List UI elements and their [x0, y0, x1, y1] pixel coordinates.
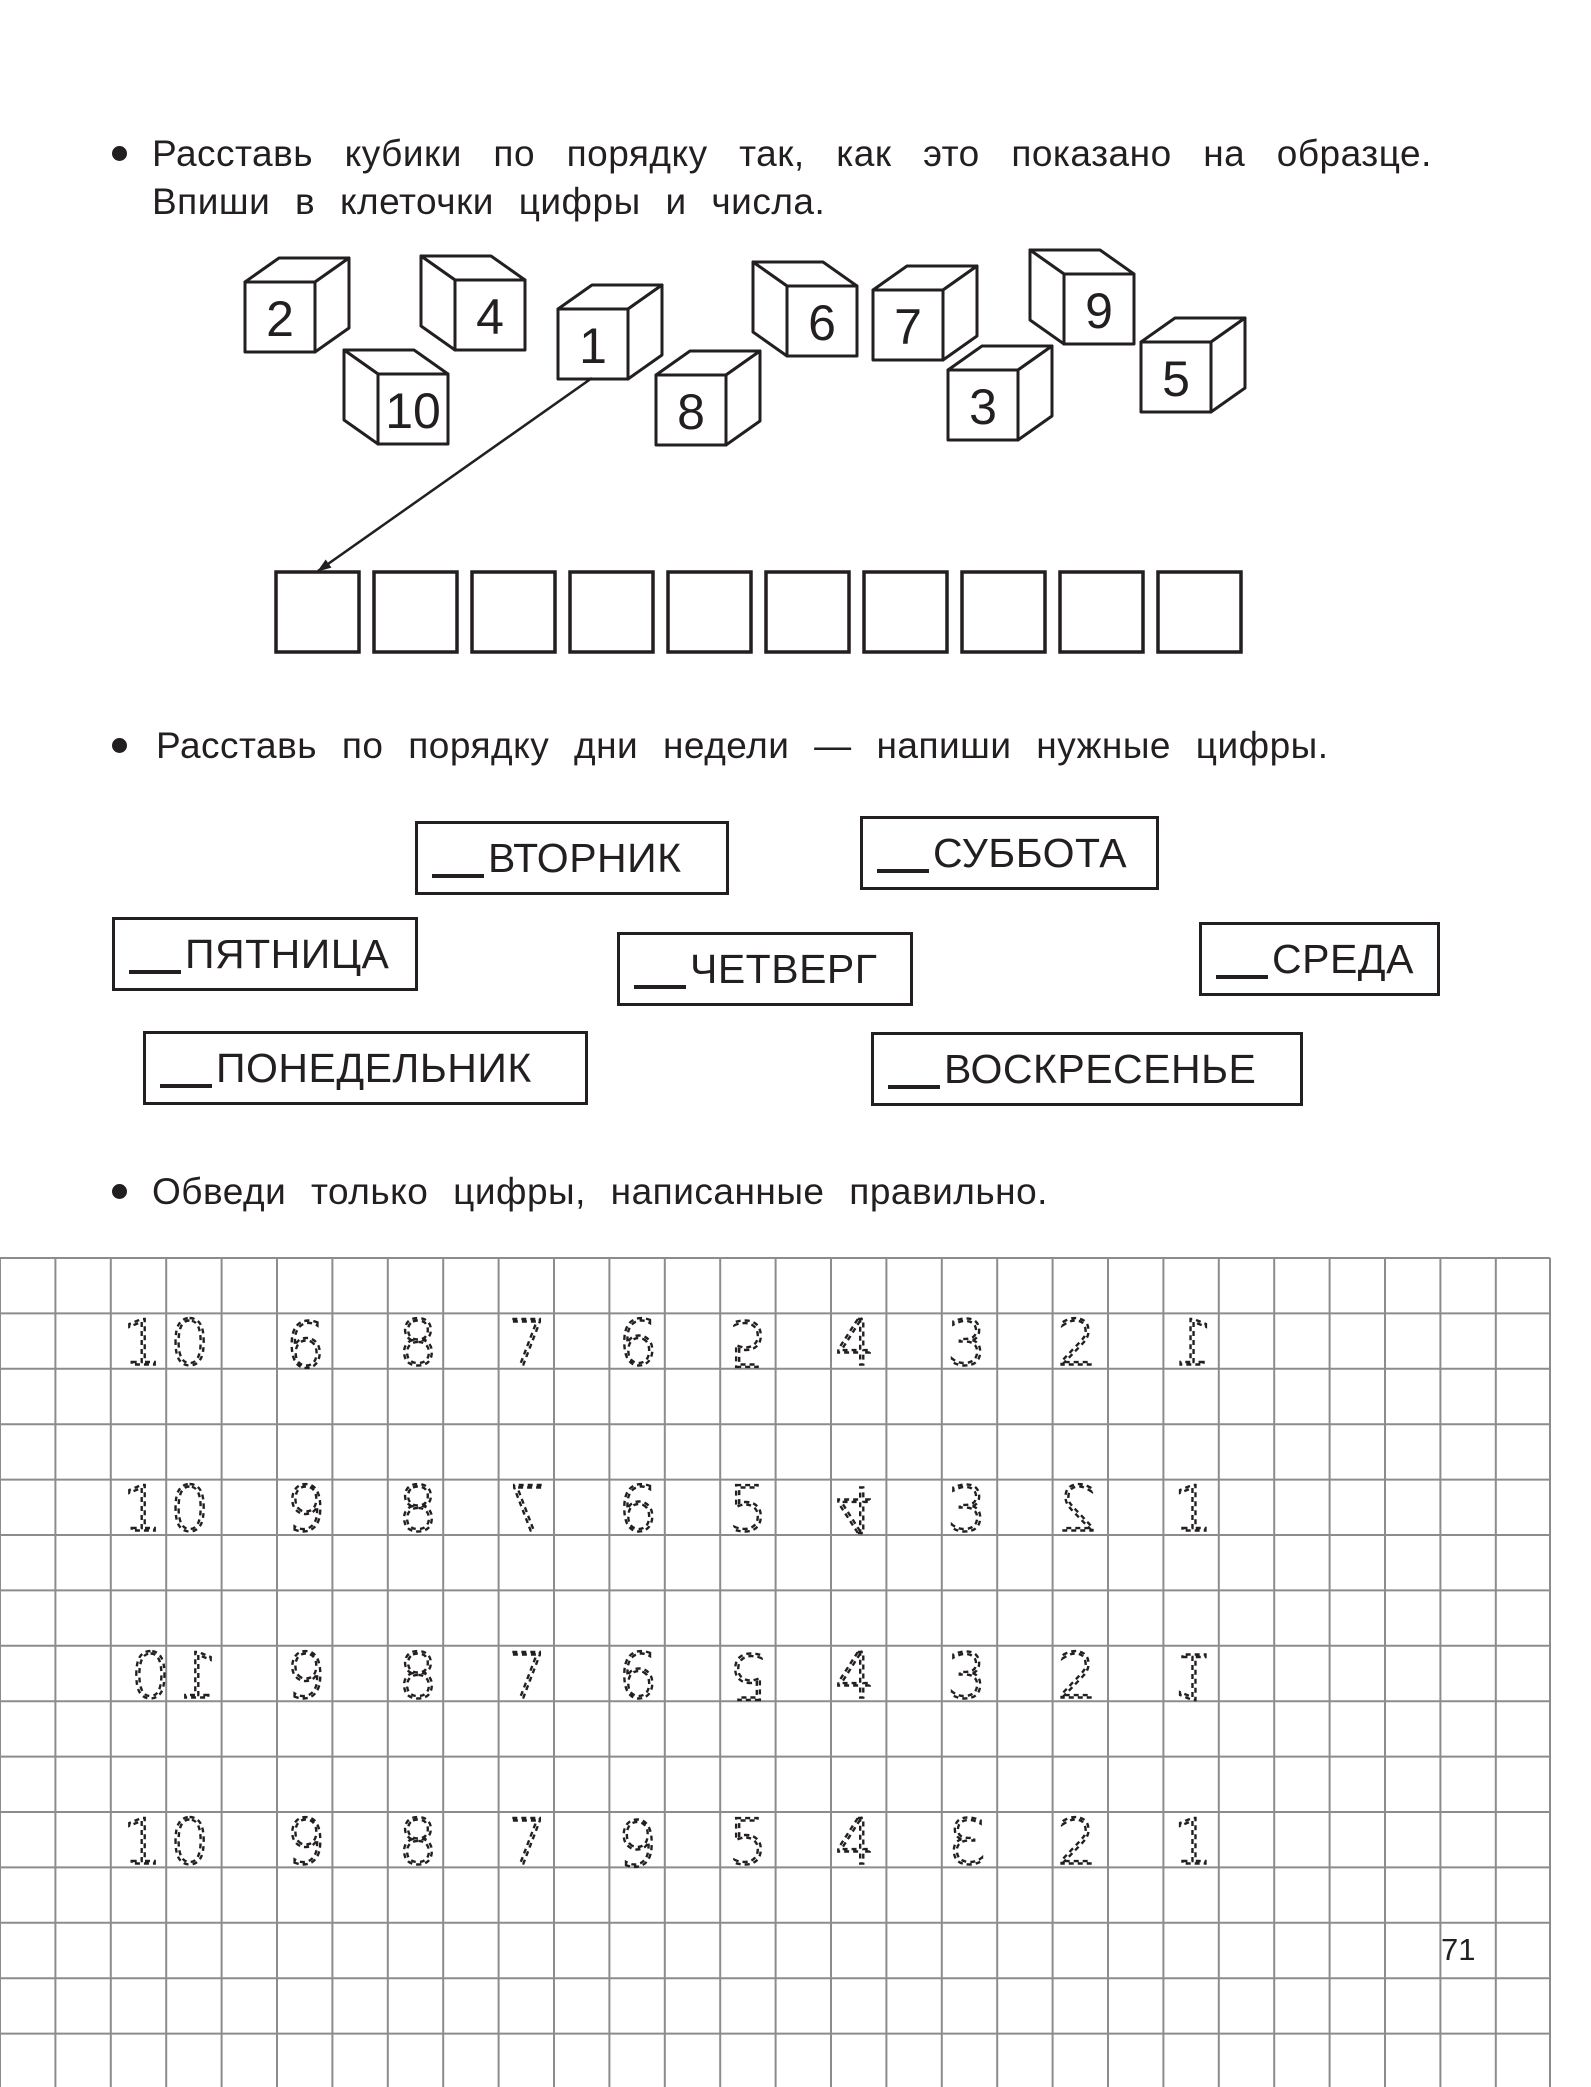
- day-saturday[interactable]: [860, 816, 1159, 890]
- trace-digit-text: 1: [1173, 1306, 1213, 1380]
- cubes-illustration: [0, 0, 1591, 700]
- trace-digit-text: 7: [507, 1306, 547, 1380]
- trace-digit[interactable]: [1173, 1307, 1212, 1380]
- cube-number: 9: [1085, 283, 1113, 339]
- trace-digit-text: 2: [1057, 1639, 1097, 1713]
- word: по: [493, 133, 536, 174]
- trace-digit-text: 10: [122, 1306, 218, 1380]
- day-tuesday-label: ВТОРНИК: [488, 834, 682, 881]
- trace-digit[interactable]: [123, 1307, 218, 1380]
- trace-digit[interactable]: [947, 1473, 986, 1546]
- trace-digit-text: 1: [1173, 1639, 1213, 1713]
- answer-cell[interactable]: [374, 572, 457, 652]
- trace-digit-text: 4: [835, 1472, 875, 1546]
- trace-digit-text: 8: [398, 1805, 438, 1879]
- cube-number: 3: [969, 379, 997, 435]
- trace-digit[interactable]: [1173, 1806, 1212, 1879]
- answer-cell[interactable]: [766, 572, 849, 652]
- trace-digit[interactable]: [618, 1473, 657, 1546]
- trace-digit[interactable]: [398, 1473, 437, 1546]
- trace-digit[interactable]: [618, 1806, 657, 1879]
- word: кубики: [344, 133, 462, 174]
- trace-digit[interactable]: [1057, 1806, 1096, 1879]
- cube-10: [344, 350, 448, 444]
- trace-digit[interactable]: [286, 1806, 325, 1879]
- trace-digit-text: 9: [286, 1639, 326, 1713]
- trace-digit[interactable]: [286, 1473, 325, 1546]
- task-2-instruction: Расставь по порядку дни недели — напиши нужные цифры.: [156, 725, 1329, 766]
- bullet-task-2: [112, 738, 127, 753]
- trace-digit-text: 2: [1057, 1306, 1097, 1380]
- trace-digit[interactable]: [618, 1307, 657, 1380]
- trace-digit[interactable]: [286, 1307, 325, 1380]
- trace-digit-text: 7: [507, 1472, 547, 1546]
- trace-digit-text: 10: [122, 1472, 218, 1546]
- trace-digit[interactable]: [728, 1473, 767, 1546]
- trace-digit-text: 5: [728, 1306, 768, 1380]
- answer-cell[interactable]: [1158, 572, 1241, 652]
- day-sunday-label: ВОСКРЕСЕНЬЕ: [944, 1045, 1257, 1092]
- word: Расставь: [152, 133, 314, 174]
- word: как: [836, 133, 892, 174]
- trace-digit[interactable]: [835, 1473, 874, 1546]
- day-number-blank[interactable]: [888, 1085, 940, 1089]
- trace-digit[interactable]: [618, 1640, 657, 1713]
- cube-number: 5: [1162, 351, 1190, 407]
- trace-digit[interactable]: [835, 1806, 874, 1879]
- task-1-line-2: Впиши в клеточки цифры и числа.: [152, 181, 826, 222]
- answer-cell[interactable]: [472, 572, 555, 652]
- trace-digit-text: 5: [728, 1639, 768, 1713]
- bullet-task-3: [112, 1184, 127, 1199]
- trace-digit-text: 8: [398, 1639, 438, 1713]
- trace-digit-text: 5: [728, 1805, 768, 1879]
- day-wednesday[interactable]: [1199, 922, 1440, 996]
- trace-digit[interactable]: [398, 1640, 437, 1713]
- word: порядку: [566, 133, 708, 174]
- cube-number: 4: [476, 289, 504, 345]
- day-saturday-label: СУББОТА: [933, 829, 1128, 876]
- trace-digit[interactable]: [1057, 1640, 1096, 1713]
- trace-digit-text: 1: [1173, 1805, 1213, 1879]
- trace-digit-text: 10: [122, 1639, 218, 1713]
- trace-digit[interactable]: [1173, 1473, 1212, 1546]
- day-number-blank[interactable]: [129, 970, 181, 974]
- trace-digit-text: 9: [286, 1306, 326, 1380]
- word: на: [1203, 133, 1246, 174]
- trace-digit[interactable]: [507, 1307, 546, 1380]
- trace-digit[interactable]: [123, 1640, 218, 1713]
- trace-digit[interactable]: [728, 1806, 767, 1879]
- cube-3: [948, 346, 1052, 440]
- answer-cell[interactable]: [864, 572, 947, 652]
- trace-digit-text: 3: [947, 1306, 987, 1380]
- day-monday-label: ПОНЕДЕЛЬНИК: [216, 1044, 532, 1091]
- day-number-blank[interactable]: [877, 869, 929, 873]
- trace-digit-text: 6: [618, 1472, 658, 1546]
- word: образце.: [1276, 133, 1432, 174]
- answer-cell[interactable]: [668, 572, 751, 652]
- trace-digit[interactable]: [507, 1473, 546, 1546]
- task-3-instruction: Обведи только цифры, написанные правильно.: [152, 1171, 1048, 1212]
- trace-digit[interactable]: [947, 1806, 986, 1879]
- day-sunday[interactable]: [871, 1032, 1303, 1106]
- cube-7: [873, 266, 977, 360]
- trace-digit[interactable]: [286, 1640, 325, 1713]
- day-number-blank[interactable]: [160, 1084, 212, 1088]
- trace-digit-text: 6: [618, 1639, 658, 1713]
- trace-digit[interactable]: [835, 1640, 874, 1713]
- trace-digit[interactable]: [123, 1473, 218, 1546]
- day-friday[interactable]: [112, 917, 418, 991]
- trace-digit-text: 1: [1173, 1472, 1213, 1546]
- trace-digit[interactable]: [1057, 1473, 1096, 1546]
- cube-number: 6: [808, 295, 836, 351]
- trace-digit-text: 6: [618, 1306, 658, 1380]
- cube-number: 2: [266, 291, 294, 347]
- answer-cell[interactable]: [276, 572, 359, 652]
- trace-digit[interactable]: [728, 1307, 767, 1380]
- cube-5: [1141, 318, 1245, 412]
- cube-number: 10: [385, 383, 441, 439]
- trace-digit-text: 3: [947, 1472, 987, 1546]
- trace-digit-text: 9: [286, 1472, 326, 1546]
- answer-cell[interactable]: [570, 572, 653, 652]
- day-friday-label: ПЯТНИЦА: [185, 930, 390, 977]
- trace-digit[interactable]: [398, 1806, 437, 1879]
- cube-9: [1030, 250, 1134, 344]
- trace-digit-text: 4: [835, 1805, 875, 1879]
- trace-digit[interactable]: [1173, 1640, 1212, 1713]
- trace-digit-text: 2: [1057, 1472, 1097, 1546]
- trace-digit-text: 3: [947, 1639, 987, 1713]
- trace-digit[interactable]: [398, 1307, 437, 1380]
- cube-number: 7: [894, 299, 922, 355]
- word: это: [923, 133, 980, 174]
- page-number: 71: [1441, 1932, 1476, 1967]
- answer-cell[interactable]: [1060, 572, 1143, 652]
- trace-digit[interactable]: [507, 1806, 546, 1879]
- trace-digit-text: 10: [122, 1805, 218, 1879]
- word: показано: [1011, 133, 1172, 174]
- trace-digit[interactable]: [947, 1307, 986, 1380]
- trace-digit[interactable]: [947, 1640, 986, 1713]
- trace-digit-text: 7: [507, 1639, 547, 1713]
- trace-digit-text: 6: [618, 1805, 658, 1879]
- day-number-blank[interactable]: [432, 874, 484, 878]
- trace-digit[interactable]: [1057, 1307, 1096, 1380]
- trace-digit[interactable]: [728, 1640, 767, 1713]
- trace-digit-text: 8: [398, 1472, 438, 1546]
- trace-digit-text: 8: [398, 1306, 438, 1380]
- trace-digit-text: 5: [728, 1472, 768, 1546]
- day-wednesday-label: СРЕДА: [1272, 935, 1414, 982]
- day-number-blank[interactable]: [1216, 975, 1268, 979]
- cube-1: [558, 285, 662, 379]
- day-tuesday[interactable]: [415, 821, 729, 895]
- day-number-blank[interactable]: [634, 985, 686, 989]
- answer-cell[interactable]: [962, 572, 1045, 652]
- word: так,: [739, 133, 805, 174]
- cube-number: 1: [579, 318, 607, 374]
- day-thursday[interactable]: [617, 932, 913, 1006]
- trace-digit[interactable]: [835, 1307, 874, 1380]
- cube-number: 8: [677, 384, 705, 440]
- trace-digit[interactable]: [507, 1640, 546, 1713]
- trace-digit-text: 3: [947, 1805, 987, 1879]
- cube-4: [421, 256, 525, 350]
- cube-8: [656, 351, 760, 445]
- trace-digit-text: 7: [507, 1805, 547, 1879]
- trace-digit-text: 4: [835, 1306, 875, 1380]
- trace-digit[interactable]: [123, 1806, 218, 1879]
- day-monday[interactable]: [143, 1031, 588, 1105]
- cube-6: [753, 262, 857, 356]
- cube-2: [245, 258, 349, 352]
- day-thursday-label: ЧЕТВЕРГ: [690, 945, 878, 992]
- trace-digit-text: 4: [835, 1639, 875, 1713]
- trace-digit-text: 9: [286, 1805, 326, 1879]
- trace-digit-text: 2: [1057, 1805, 1097, 1879]
